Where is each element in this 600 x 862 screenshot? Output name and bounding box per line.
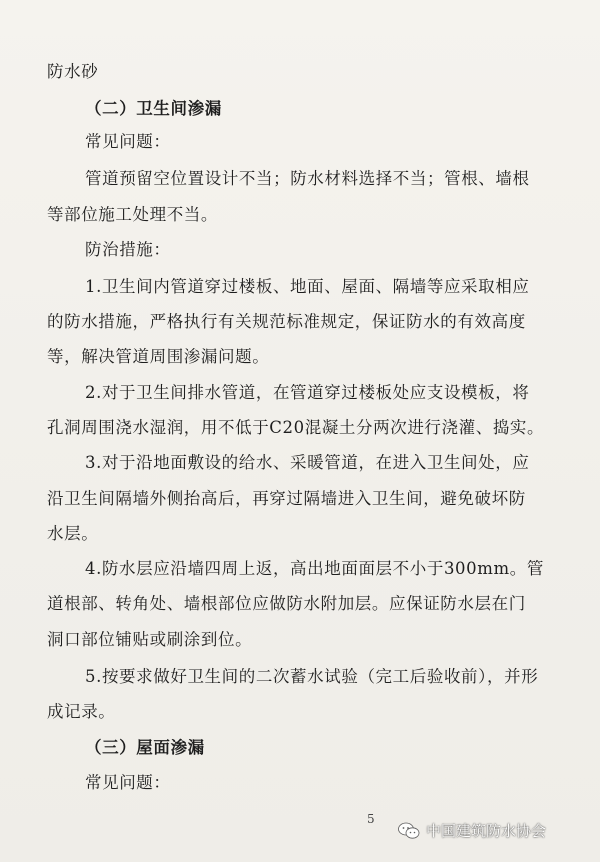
text-line: 3.对于沿地面敷设的给水、采暖管道，在进入卫生间处，应 (85, 453, 530, 472)
watermark (398, 820, 546, 841)
subheading-common-problems: 常见问题： (85, 132, 171, 151)
subheading-common-problems: 常见问题： (85, 773, 171, 792)
text-line: 孔洞周围浇水湿润，用不低于C20混凝土分两次进行浇灌、捣实。 (47, 418, 545, 437)
text-line: 成记录。 (47, 702, 116, 721)
text-line: 水层。 (47, 524, 99, 543)
text-line: 5.按要求做好卫生间的二次蓄水试验（完工后验收前），并形 (85, 667, 539, 686)
section-heading: （三）屋面渗漏 (85, 738, 205, 757)
text-line: 的防水措施，严格执行有关规范标准规定，保证防水的有效高度 (47, 312, 526, 331)
section-heading: （二）卫生间渗漏 (85, 99, 222, 118)
text-line: 洞口部位铺贴或刷涂到位。 (47, 630, 253, 649)
text-line: 4.防水层应沿墙四周上返，高出地面面层不小于300mm。管 (85, 559, 544, 578)
subheading-prevention-measures: 防治措施： (85, 240, 171, 259)
text-line: 沿卫生间隔墙外侧抬高后，再穿过隔墙进入卫生间，避免破坏防 (47, 489, 526, 508)
text-line: 道根部、转角处、墙根部位应做防水附加层。应保证防水层在门 (47, 594, 526, 613)
text-line: 2.对于卫生间排水管道，在管道穿过楼板处应支设模板，将 (85, 383, 530, 402)
page-number: 5 (367, 812, 375, 826)
text-line: 1.卫生间内管道穿过楼板、地面、屋面、隔墙等应采取相应 (85, 277, 530, 296)
text-line: 等部位施工处理不当。 (47, 205, 218, 224)
text-line: 管道预留空位置设计不当；防水材料选择不当；管根、墙根 (85, 169, 530, 188)
text-line: 等，解决管道周围渗漏问题。 (47, 347, 270, 366)
watermark-text: 中国建筑防水协会 (426, 822, 547, 840)
text-line: 防水砂 (47, 62, 99, 81)
wechat-icon (398, 822, 420, 840)
